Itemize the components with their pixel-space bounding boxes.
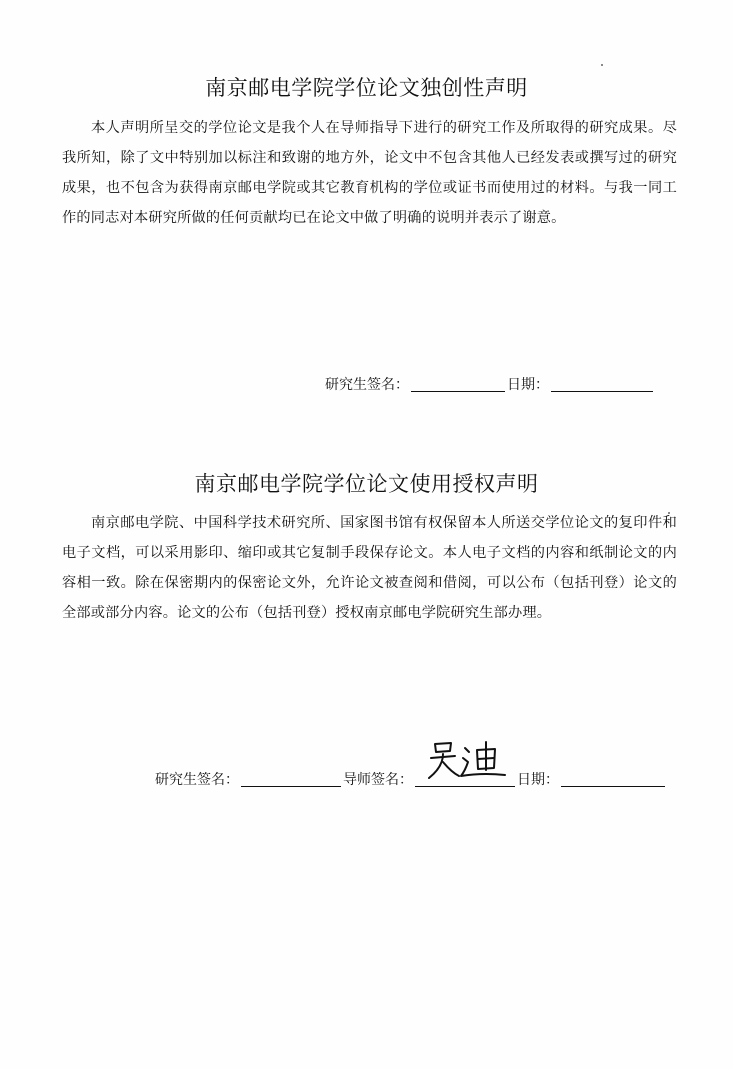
student-signature-label: 研究生签名： <box>325 377 409 393</box>
date-label: 日期： <box>517 772 559 788</box>
scan-speck <box>668 512 670 514</box>
originality-signature-row <box>325 376 655 394</box>
date-field <box>551 377 653 392</box>
date-field <box>561 772 665 787</box>
date-label: 日期： <box>507 377 549 393</box>
advisor-signature-label: 导师签名： <box>343 772 413 788</box>
originality-declaration-title: 南京邮电学院学位论文独创性声明 <box>205 76 528 100</box>
originality-declaration-body: 本人声明所呈交的学位论文是我个人在导师指导下进行的研究工作及所取得的研究成果。尽我所知，除了文中特别加以标注和致谢的地方外，论文中不包含其他人已经发表或撰写过的研究成果，也不包含为获得南京邮电学院或其它教育机构的学位或证书而使用过的材料。与我一同工作的同志对本研究所做的任何贡献均已在论文中做了明确的说明并表示了谢意。 <box>62 120 677 226</box>
authorization-declaration-body: 南京邮电学院、中国科学技术研究所、国家图书馆有权保留本人所送交学位论文的复印件和电子文档，可以采用影印、缩印或其它复制手段保存论文。本人电子文档的内容和纸制论文的内容相一致。除在保密期内的保密论文外，允许论文被查阅和借阅，可以公布（包括刊登）论文的全部或部分内容。论文的公布（包括刊登）授权南京邮电学院研究生部办理。 <box>62 515 677 621</box>
authorization-signature-row <box>155 771 667 789</box>
scan-speck <box>601 64 603 66</box>
student-signature-label: 研究生签名： <box>155 772 239 788</box>
advisor-signature-field <box>415 772 515 787</box>
authorization-declaration-title: 南京邮电学院学位论文使用授权声明 <box>194 472 539 496</box>
advisor-handwritten-signature <box>421 738 511 784</box>
student-signature-field <box>411 377 505 392</box>
student-signature-field <box>241 772 341 787</box>
